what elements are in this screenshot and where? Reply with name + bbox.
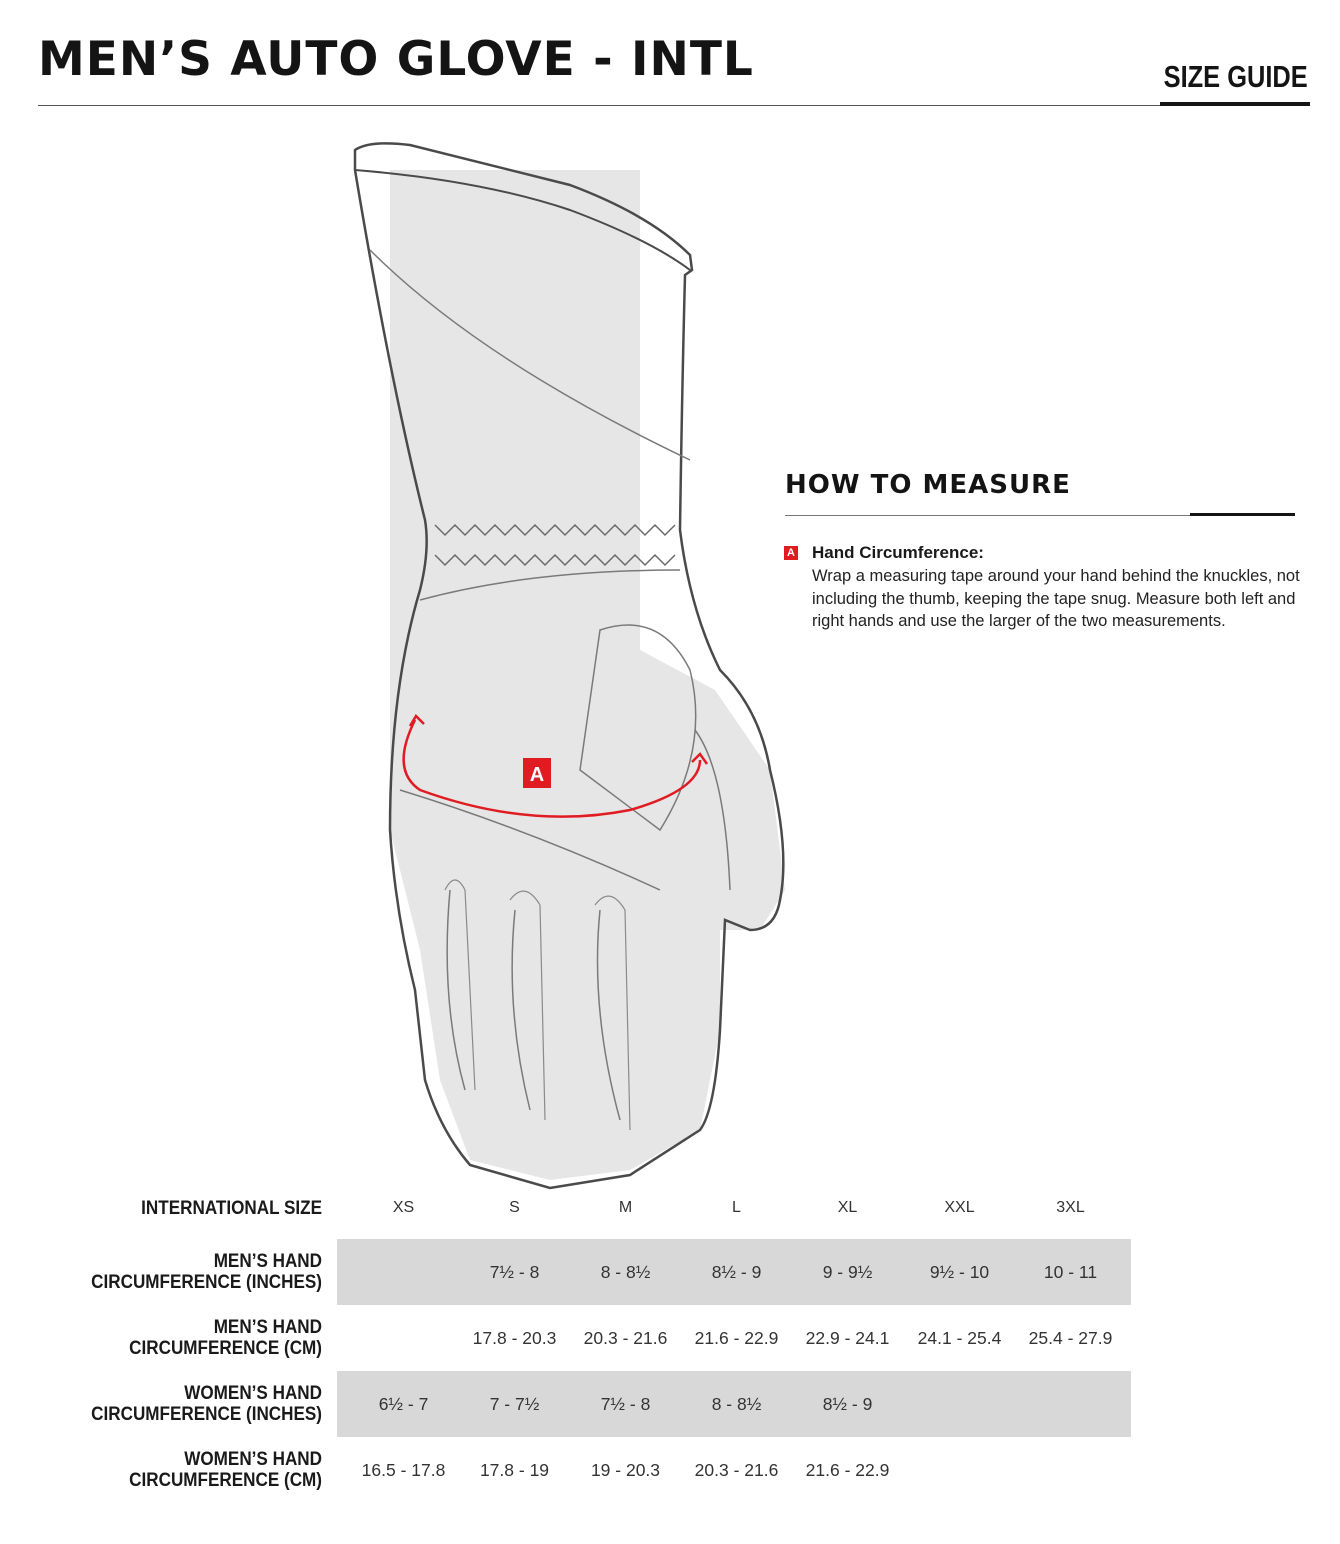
table-cell: 19 - 20.3 [590,1459,661,1480]
table-cell [904,1437,1015,1503]
size-s: S [509,1199,520,1216]
table-cell: 20.3 - 21.6 [694,1459,779,1480]
table-cell: 9½ - 10 [929,1261,990,1282]
table-cell [1015,1437,1126,1503]
table-header-label: INTERNATIONAL SIZE [141,1197,322,1219]
measure-item-text: Wrap a measuring tape around your hand behind the knuckles, not including the thumb, keeping the tape snug. Measure both left and right hands and use the larger of the two measurements. [812,567,1300,630]
size-m: M [618,1199,633,1216]
row-label: WOMEN’S HAND CIRCUMFERENCE (INCHES) [91,1383,322,1425]
measure-item-label: Hand Circumference: [812,543,984,562]
table-cell: 7½ - 8 [489,1261,540,1282]
size-xxl: XXL [944,1199,975,1216]
size-xl: XL [837,1199,858,1216]
table-cell: 8 - 8½ [711,1393,762,1414]
size-guide-label: SIZE GUIDE [1163,59,1308,94]
glove-illustration [330,130,850,1190]
table-row [0,1437,1340,1503]
table-cell [348,1239,459,1305]
measure-divider-accent [1190,513,1295,516]
size-xs: XS [392,1199,415,1216]
table-header-row [0,1175,1340,1241]
table-cell: 17.8 - 19 [479,1459,550,1480]
table-cell: 22.9 - 24.1 [805,1327,890,1348]
table-cell: 21.6 - 22.9 [694,1327,779,1348]
row-label: MEN’S HAND CIRCUMFERENCE (INCHES) [91,1251,322,1293]
table-cell: 16.5 - 17.8 [361,1459,446,1480]
header-divider [38,105,1310,106]
table-cell: 6½ - 7 [378,1393,429,1414]
how-to-measure-title: HOW TO MEASURE [785,470,1071,500]
row-label: MEN’S HAND CIRCUMFERENCE (CM) [129,1317,322,1359]
table-cell: 21.6 - 22.9 [805,1459,890,1480]
size-3xl: 3XL [1056,1199,1085,1216]
table-cell: 7½ - 8 [600,1393,651,1414]
table-cell [904,1371,1015,1437]
table-cell: 8½ - 9 [822,1393,873,1414]
page-title: MEN’S AUTO GLOVE - INTL [38,32,754,87]
table-cell: 8 - 8½ [600,1261,651,1282]
table-cell: 20.3 - 21.6 [583,1327,668,1348]
table-cell: 9 - 9½ [822,1261,873,1282]
header-divider-accent [1160,102,1310,106]
table-row [0,1305,1340,1371]
table-row [0,1371,1340,1437]
row-label: WOMEN’S HAND CIRCUMFERENCE (CM) [129,1449,322,1491]
table-cell: 10 - 11 [1043,1261,1098,1282]
diagram-marker-a: A [529,764,545,786]
table-row [0,1239,1340,1305]
table-cell [1015,1371,1126,1437]
measure-marker-a: A [784,546,798,560]
table-cell: 25.4 - 27.9 [1028,1327,1113,1348]
table-cell: 8½ - 9 [711,1261,762,1282]
size-l: L [732,1199,741,1216]
table-cell: 7 - 7½ [489,1393,540,1414]
table-cell: 17.8 - 20.3 [472,1327,557,1348]
table-cell: 24.1 - 25.4 [917,1327,1002,1348]
table-cell [348,1305,459,1371]
